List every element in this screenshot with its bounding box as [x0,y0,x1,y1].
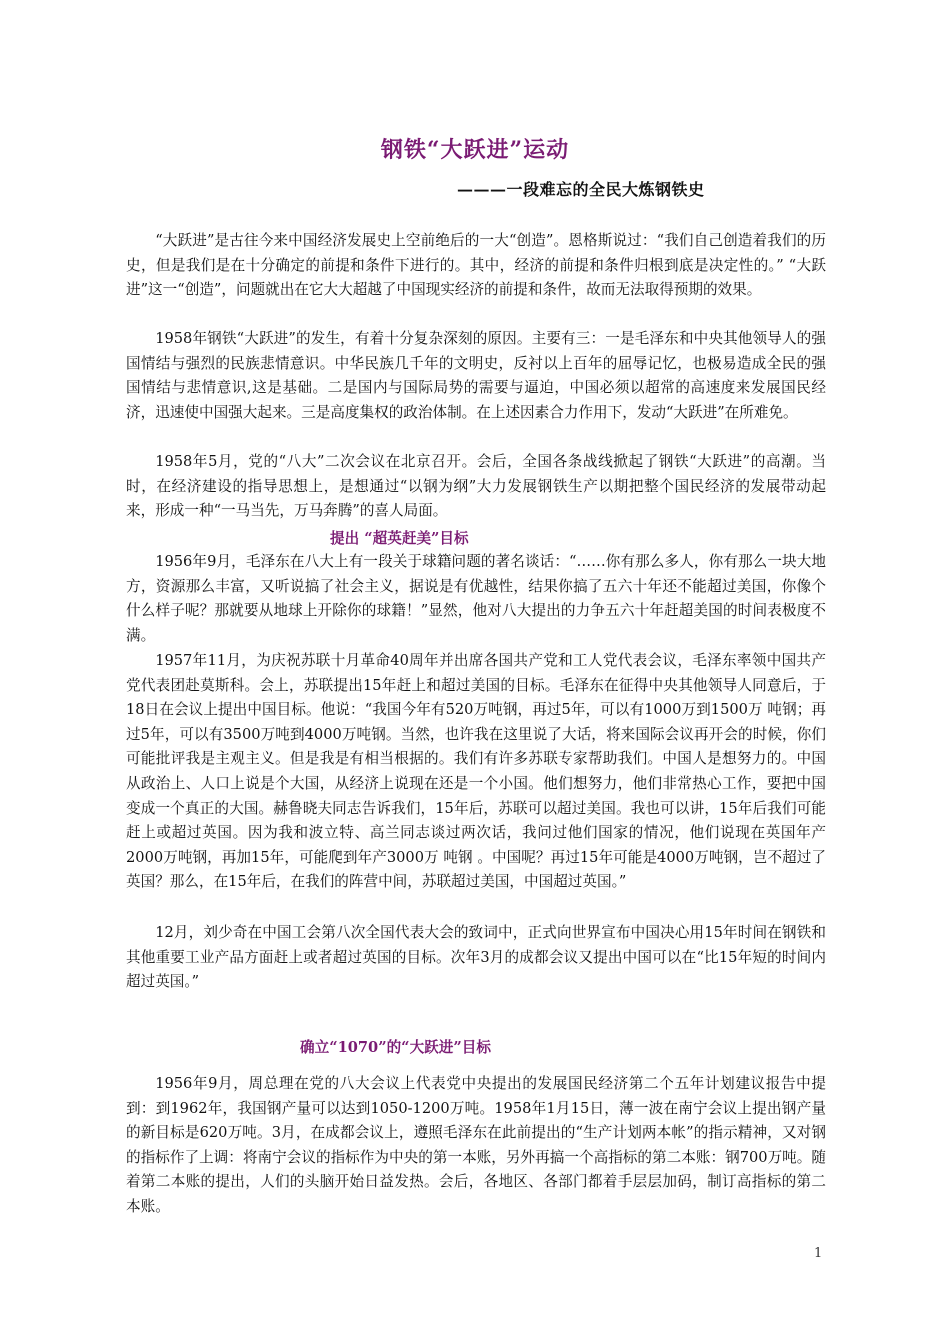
paragraph: 12月，刘少奇在中国工会第八次全国代表大会的致词中，正式向世界宣布中国决心用15年时间在钢铁和其他重要工业产品方面赶上或者超过英国的目标。次年3月的成都会议又提出中国可以在“比15年短的时间内超过英国。” [126,924,826,991]
paragraph: “大跃进”是古往今来中国经济发展史上空前绝后的一大“创造”。恩格斯说过：“我们自己创造着我们的历史，但是我们是在十分确定的前提和条件下进行的。其中，经济的前提和条件归根到底是决定性的。” “大跃进”这一“创造”，问题就出在它大大超越了中国现实经济的前提和条件，故而无法取得预期的效果。 [126,232,826,299]
page-number: 1 [814,1246,823,1261]
paragraph: 1956年9月，周总理在党的八大会议上代表党中央提出的发展国民经济第二个五年计划建议报告中提到：到1962年，我国钢产量可以达到1050-1200万吨。1958年1月15日，薄一波在南宁会议上提出钢产量的新目标是620万吨。3月，在成都会议上，遵照毛泽东在此前提出的“生产计划两本帐”的指示精神，又对钢的指标作了上调：将南宁会议的指标作为中央的第一本账，另外再搞一个高指标的第二本账：钢700万吨。随着第二本账的提出，人们的头脑开始日益发热。会后，各地区、各部门都着手层层加码，制订高指标的第二本账。 [126,1075,826,1215]
document-subtitle: ———一段难忘的全民大炼钢铁史 [457,180,705,199]
document-title: 钢铁“大跃进”运动 [380,137,570,163]
paragraph: 1957年11月，为庆祝苏联十月革命40周年并出席各国共产党和工人党代表会议，毛泽东率领中国共产党代表团赴莫斯科。会上，苏联提出15年赶上和超过美国的目标。毛泽东在征得中央其他领导人同意后，于18日在会议上提出中国目标。他说：“我国今年有520万吨钢，再过5年，可以有1000万到1500万 吨钢；再过5年，可以有3500万吨到4000万吨钢。当然，也许我在这里说了大话，将来国际会议再开会的时候，你们可能批评我是主观主义。但是我是有相当根据的。我们有许多苏联专家帮助我们。中国人是想努力的。中国从政治上、人口上说是个大国，从经济上说现在还是一个小国。他们想努力，他们非常热心工作，要把中国变成一个真正的大国。赫鲁晓夫同志告诉我们，15年后，苏联可以超过美国。我也可以讲，15年后我们可能赶上或超过英国。因为我和波立特、高兰同志谈过两次话，我问过他们国家的情况，他们说现在英国年产2000万吨钢，再加15年，可能爬到年产3000万 吨钢 。中国呢？再过15年可能是4000万吨钢，岂不超过了英国？那么，在15年后，在我们的阵营中间，苏联超过美国，中国超过英国。” [126,652,826,891]
paragraph: 1958年5月，党的“八大”二次会议在北京召开。会后，全国各条战线掀起了钢铁“大跃进”的高潮。当时，在经济建设的指导思想上，是想通过“以钢为纲”大力发展钢铁生产以期把整个国民经济的发展带动起来，形成一种“一马当先，万马奔腾”的喜人局面。 [126,453,826,520]
paragraph: 1956年9月，毛泽东在八大上有一段关于球籍问题的著名谈话：“……你有那么多人，你有那么一块大地方，资源那么丰富，又听说搞了社会主义，据说是有优越性，结果你搞了五六十年还不能超过美国，你像个什么样子呢？那就要从地球上开除你的球籍！”显然，他对八大提出的力争五六十年赶超美国的时间表极度不满。 [126,553,826,644]
paragraph: 1958年钢铁“大跃进”的发生，有着十分复杂深刻的原因。主要有三：一是毛泽东和中央其他领导人的强国情结与强烈的民族悲情意识。中华民族几千年的文明史，反衬以上百年的屈辱记忆，也极易造成全民的强国情结与悲情意识,这是基础。二是国内与国际局势的需要与逼迫，中国必须以超常的高速度来发展国民经济，迅速使中国强大起来。三是高度集权的政治体制。在上述因素合力作用下，发动“大跃进”在所难免。 [126,330,826,421]
section-heading: 提出 “超英赶美”目标 [330,530,469,547]
section-heading: 确立“1070”的“大跃进”目标 [300,1039,491,1056]
